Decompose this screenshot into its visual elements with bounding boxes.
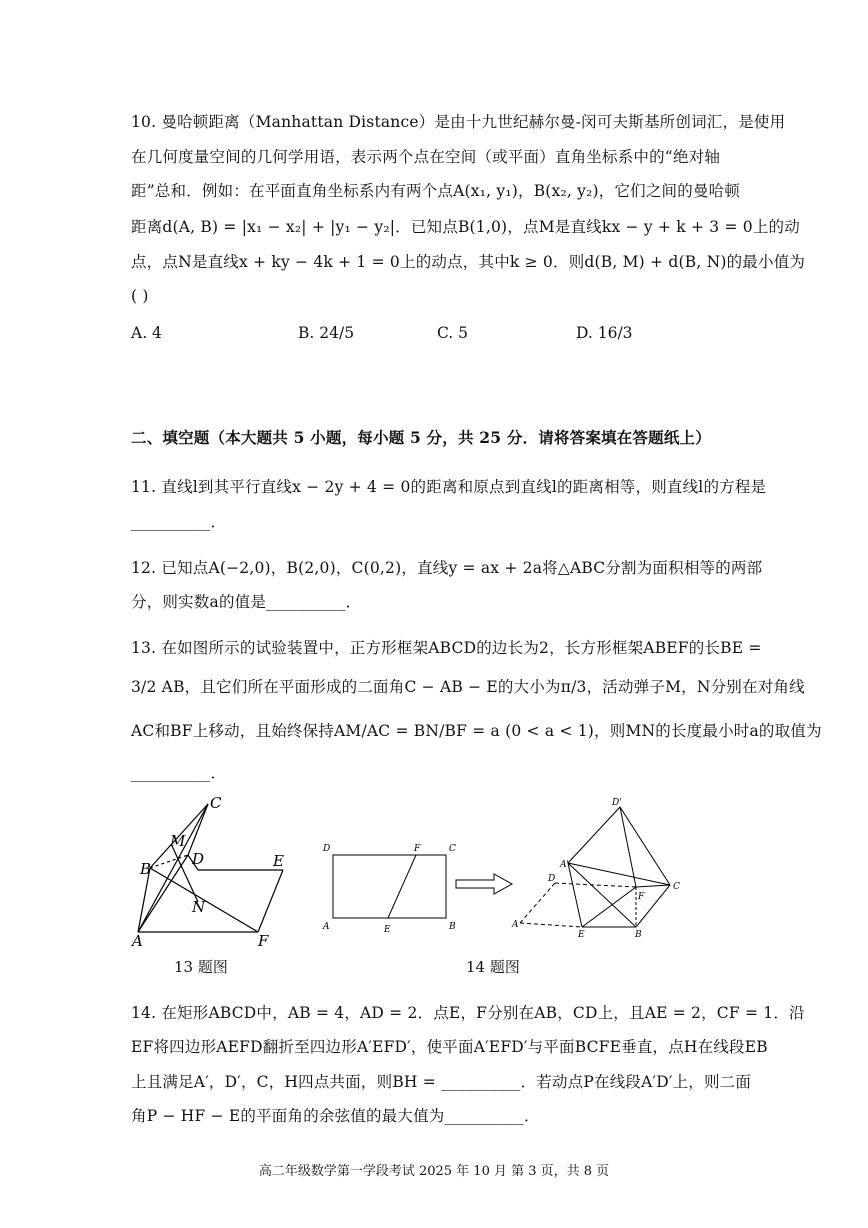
fig14l-label-a: A [323,922,330,932]
q12-line-1: 12. 已知点A(−2,0)，B(2,0)，C(0,2)，直线y = ax + 2a将△ABC分割为面积相等的两部 [131,559,763,577]
q13-line-1: 13. 在如图所示的试验装置中，正方形框架ABCD的边长为2，长方形框架ABEF的长BE = [131,639,762,657]
fig14r-label-c: C [673,882,680,892]
arrow-icon [454,872,516,896]
q11-line-2: __________． [131,513,227,531]
fig14r-edge-fc [636,885,670,887]
fig14r-label-e: E [578,930,585,940]
fig13-label-f: F [258,932,269,950]
fig14-rect-abcd [333,855,446,918]
q10-line-3: 距”总和．例如：在平面直角坐标系内有两个点A(x₁, y₁)，B(x₂, y₂)，它们之间的曼哈顿 [131,182,741,200]
q10-line-6: ( ) [131,287,149,305]
fig14r-label-f: F [638,892,645,902]
fig14l-label-f: F [414,844,421,854]
q14-line-2: EF将四边形AEFD翻折至四边形A′EFD′，使平面A′EFD′与平面BCFE垂直，点H在线段EB [131,1038,768,1056]
q14-line-3: 上且满足A′，D′，C，H四点共面，则BH = __________．若动点P在线段A′D′上，则二面 [131,1073,752,1091]
figure-14-left [318,838,463,938]
fig13-label-b: B [140,860,152,878]
q13-line-3: AC和BF上移动，且始终保持AM/AC = BN/BF = a (0 < a < 1)，则MN的长度最小时a的取值为 [131,722,822,740]
fig13-label-d: D [192,850,205,868]
fig13-edge-dc [188,804,208,855]
fig14-seg-ef [388,855,416,918]
fig14l-label-c: C [449,844,456,854]
q14-line-1: 14. 在矩形ABCD中，AB = 4，AD = 2．点E，F分别在AB，CD上，且AE = 2，CF = 1．沿 [131,1004,805,1022]
fig14l-label-d: D [323,844,331,854]
fig13-label-n: N [192,898,206,916]
figure-14-right [510,795,690,940]
figure-13 [128,790,308,950]
fig14r-label-dprime: D' [612,798,622,808]
q10-line-5: 点，点N是直线x + ky − 4k + 1 = 0上的动点，其中k ≥ 0．则d(B, M) + d(B, N)的最小值为 [131,253,806,271]
fig14r-label-aprime: A' [560,860,569,870]
q10-option-a: A. 4 [131,324,162,342]
fig13-caption: 13 题图 [174,958,228,976]
fig14r-edge-dpap [568,807,620,863]
q13-line-2: 3/2 AB，且它们所在平面形成的二面角C − AB − E的大小为π/3，活动弹子M，N分别在对角线 [131,678,805,696]
fig13-edge-fe [258,870,283,932]
q10-option-b: B. 24/5 [298,324,355,342]
fig14r-label-d: D [548,874,556,884]
q10-option-d: D. 16/3 [576,324,633,342]
section-2-heading: 二、填空题（本大题共 5 小题，每小题 5 分，共 25 分．请将答案填在答题纸上） [131,428,711,447]
fig14r-edge-df [555,883,636,887]
q13-line-4: __________． [131,764,227,782]
fig14r-edge-ef [582,887,636,927]
q11-line-1: 11. 直线l到其平行直线x − 2y + 4 = 0的距离和原点到直线l的距离相等，则直线l的方程是 [131,478,767,496]
fig13-label-c: C [210,794,222,812]
q12-line-2: 分，则实数a的值是__________． [131,593,362,611]
fig14l-label-e: E [384,925,391,935]
q10-line-4: 距离d(A, B) = |x₁ − x₂| + |y₁ − y₂|．已知点B(1,0)，点M是直线kx − y + k + 3 = 0上的动 [131,218,800,236]
fig13-label-a: A [132,932,143,950]
fig14r-edge-ae [520,923,582,927]
page-footer: 高二年级数学第一学段考试 2025 年 10 月 第 3 页，共 8 页 [258,1164,610,1179]
fig14-caption: 14 题图 [466,958,520,976]
fig13-label-e: E [273,852,284,870]
fig14r-label-b: B [635,930,642,940]
q10-line-2: 在几何度量空间的几何学用语，表示两个点在空间（或平面）直角坐标系中的“绝对轴 [131,148,721,166]
fig14r-edge-ape [568,863,582,927]
fig14l-label-b: B [449,922,456,932]
q10-option-c: C. 5 [437,324,469,342]
fig14r-label-a: A [512,920,519,930]
fig14r-edge-apc [568,863,670,885]
fig13-label-m: M [170,832,186,850]
fig14r-edge-ad [520,883,555,923]
q14-line-4: 角P − HF − E的平面角的余弦值的最大值为__________． [131,1107,540,1125]
q10-line-1: 10. 曼哈顿距离（Manhattan Distance）是由十九世纪赫尔曼-闵可夫斯基所创词汇，是使用 [131,113,786,131]
